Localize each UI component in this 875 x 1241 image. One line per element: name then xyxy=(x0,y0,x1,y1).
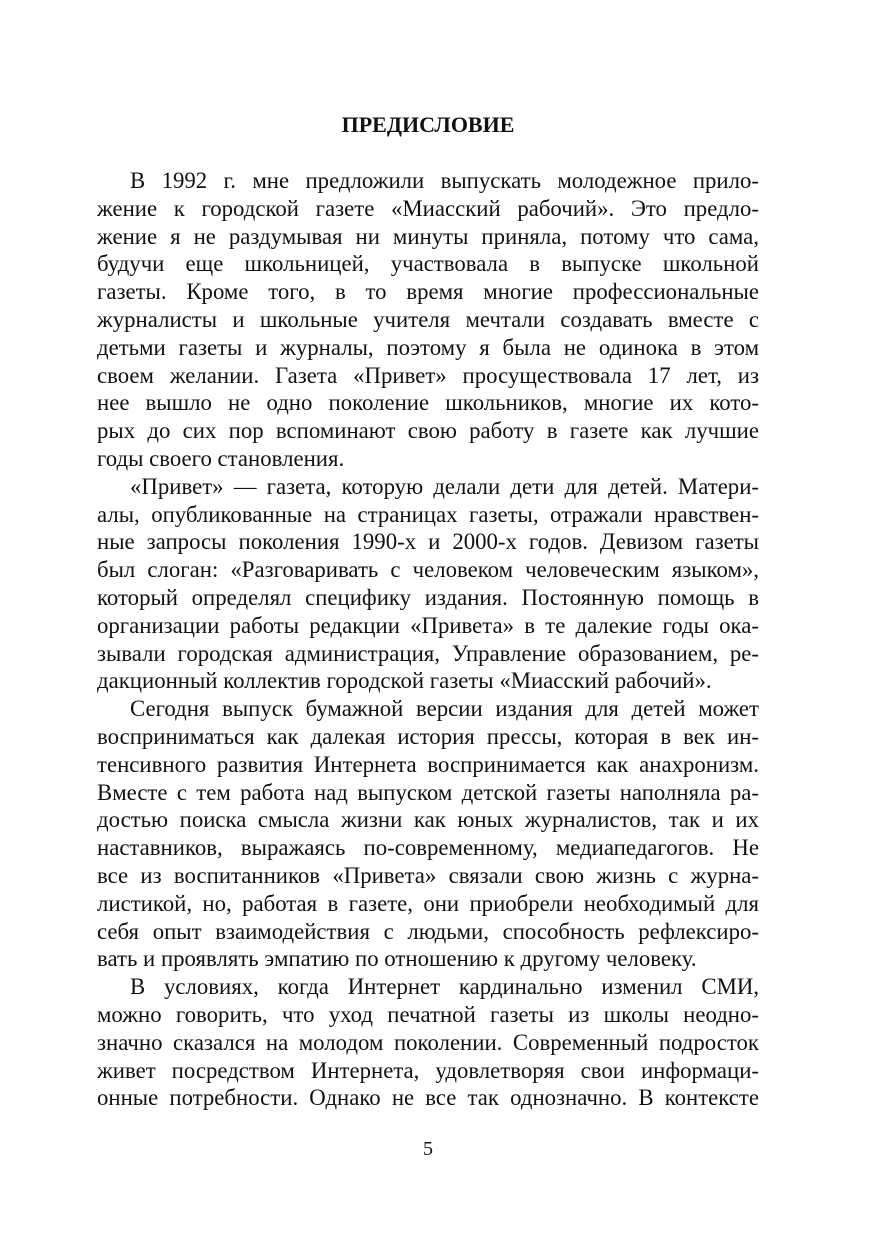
text-line: В условиях, когда Интернет кардинально изменил СМИ, xyxy=(130,974,759,1000)
text-line: Сегодня выпуск бумажной версии издания для детей может xyxy=(130,696,759,722)
text-line: восприниматься как далекая история прессы, которая в век ин- xyxy=(97,723,759,749)
text-line: алы, опубликованные на страницах газеты, отражали нравствен- xyxy=(97,501,759,527)
text-line: вать и проявлять эмпатию по отношению к другому человеку. xyxy=(97,946,697,972)
text-line: достью поиска смысла жизни как юных журналистов, так и их xyxy=(97,807,759,833)
paragraph-3 xyxy=(97,695,759,973)
text-line: своем желании. Газета «Привет» просуществовала 17 лет, из xyxy=(97,362,759,388)
text-line: жение к городской газете «Миасский рабочий». Это предло- xyxy=(97,195,759,221)
text-line: годы своего становления. xyxy=(97,445,345,471)
text-line: организации работы редакции «Привета» в те далекие годы ока- xyxy=(97,612,759,638)
text-line: «Привет» — газета, которую делали дети для детей. Матери- xyxy=(130,473,759,499)
text-line: нее вышло не одно поколение школьников, многие их кото- xyxy=(97,390,759,416)
paragraph-4 xyxy=(97,973,759,1112)
paragraph-2 xyxy=(97,473,759,695)
text-line: живет посредством Интернета, удовлетворяя свои информаци- xyxy=(97,1057,759,1083)
text-line: жение я не раздумывая ни минуты приняла, потому что сама, xyxy=(97,223,759,249)
text-line: В 1992 г. мне предложили выпускать молодежное прило- xyxy=(130,168,759,193)
text-line: наставников, выражаясь по-современному, медиапедагогов. Не xyxy=(97,835,759,861)
text-line: будучи еще школьницей, участвовала в выпуске школьной xyxy=(97,251,759,277)
text-line: рых до сих пор вспоминают свою работу в газете как лучшие xyxy=(97,418,759,444)
text-line: листикой, но, работая в газете, они приобрели необходимый для xyxy=(97,890,759,916)
text-line: тенсивного развития Интернета воспринимается как анахронизм. xyxy=(97,751,759,777)
page-title: ПРЕДИСЛОВИЕ xyxy=(341,112,515,137)
text-line: себя опыт взаимодействия с людьми, способность рефлексиро- xyxy=(97,918,759,944)
text-line: онные потребности. Однако не все так однозначно. В контексте xyxy=(97,1085,759,1111)
body-text xyxy=(97,167,759,1112)
text-line: газеты. Кроме того, в то время многие профессиональные xyxy=(97,279,759,305)
text-line: Вместе с тем работа над выпуском детской газеты наполняла ра- xyxy=(97,779,759,805)
text-line: журналисты и школьные учителя мечтали создавать вместе с xyxy=(97,306,759,332)
text-line: был слоган: «Разговаривать с человеком человеческим языком», xyxy=(97,557,759,583)
text-line: значно сказался на молодом поколении. Современный подросток xyxy=(97,1029,759,1055)
text-line: ные запросы поколения 1990-х и 2000-х годов. Девизом газеты xyxy=(97,529,759,555)
paragraph-1 xyxy=(97,167,759,473)
text-line: все из воспитанников «Привета» связали свою жизнь с журна- xyxy=(97,862,759,888)
text-line: детьми газеты и журналы, поэтому я была не одинока в этом xyxy=(97,334,759,360)
page-number: 5 xyxy=(423,1138,433,1160)
document-page xyxy=(97,0,759,1241)
text-line: можно говорить, что уход печатной газеты из школы неодно- xyxy=(97,1001,759,1027)
text-line: дакционный коллектив городской газеты «Миасский рабочий». xyxy=(97,668,712,694)
text-line: который определял специфику издания. Постоянную помощь в xyxy=(97,584,759,610)
text-line: зывали городская администрация, Управление образованием, ре- xyxy=(97,640,759,666)
